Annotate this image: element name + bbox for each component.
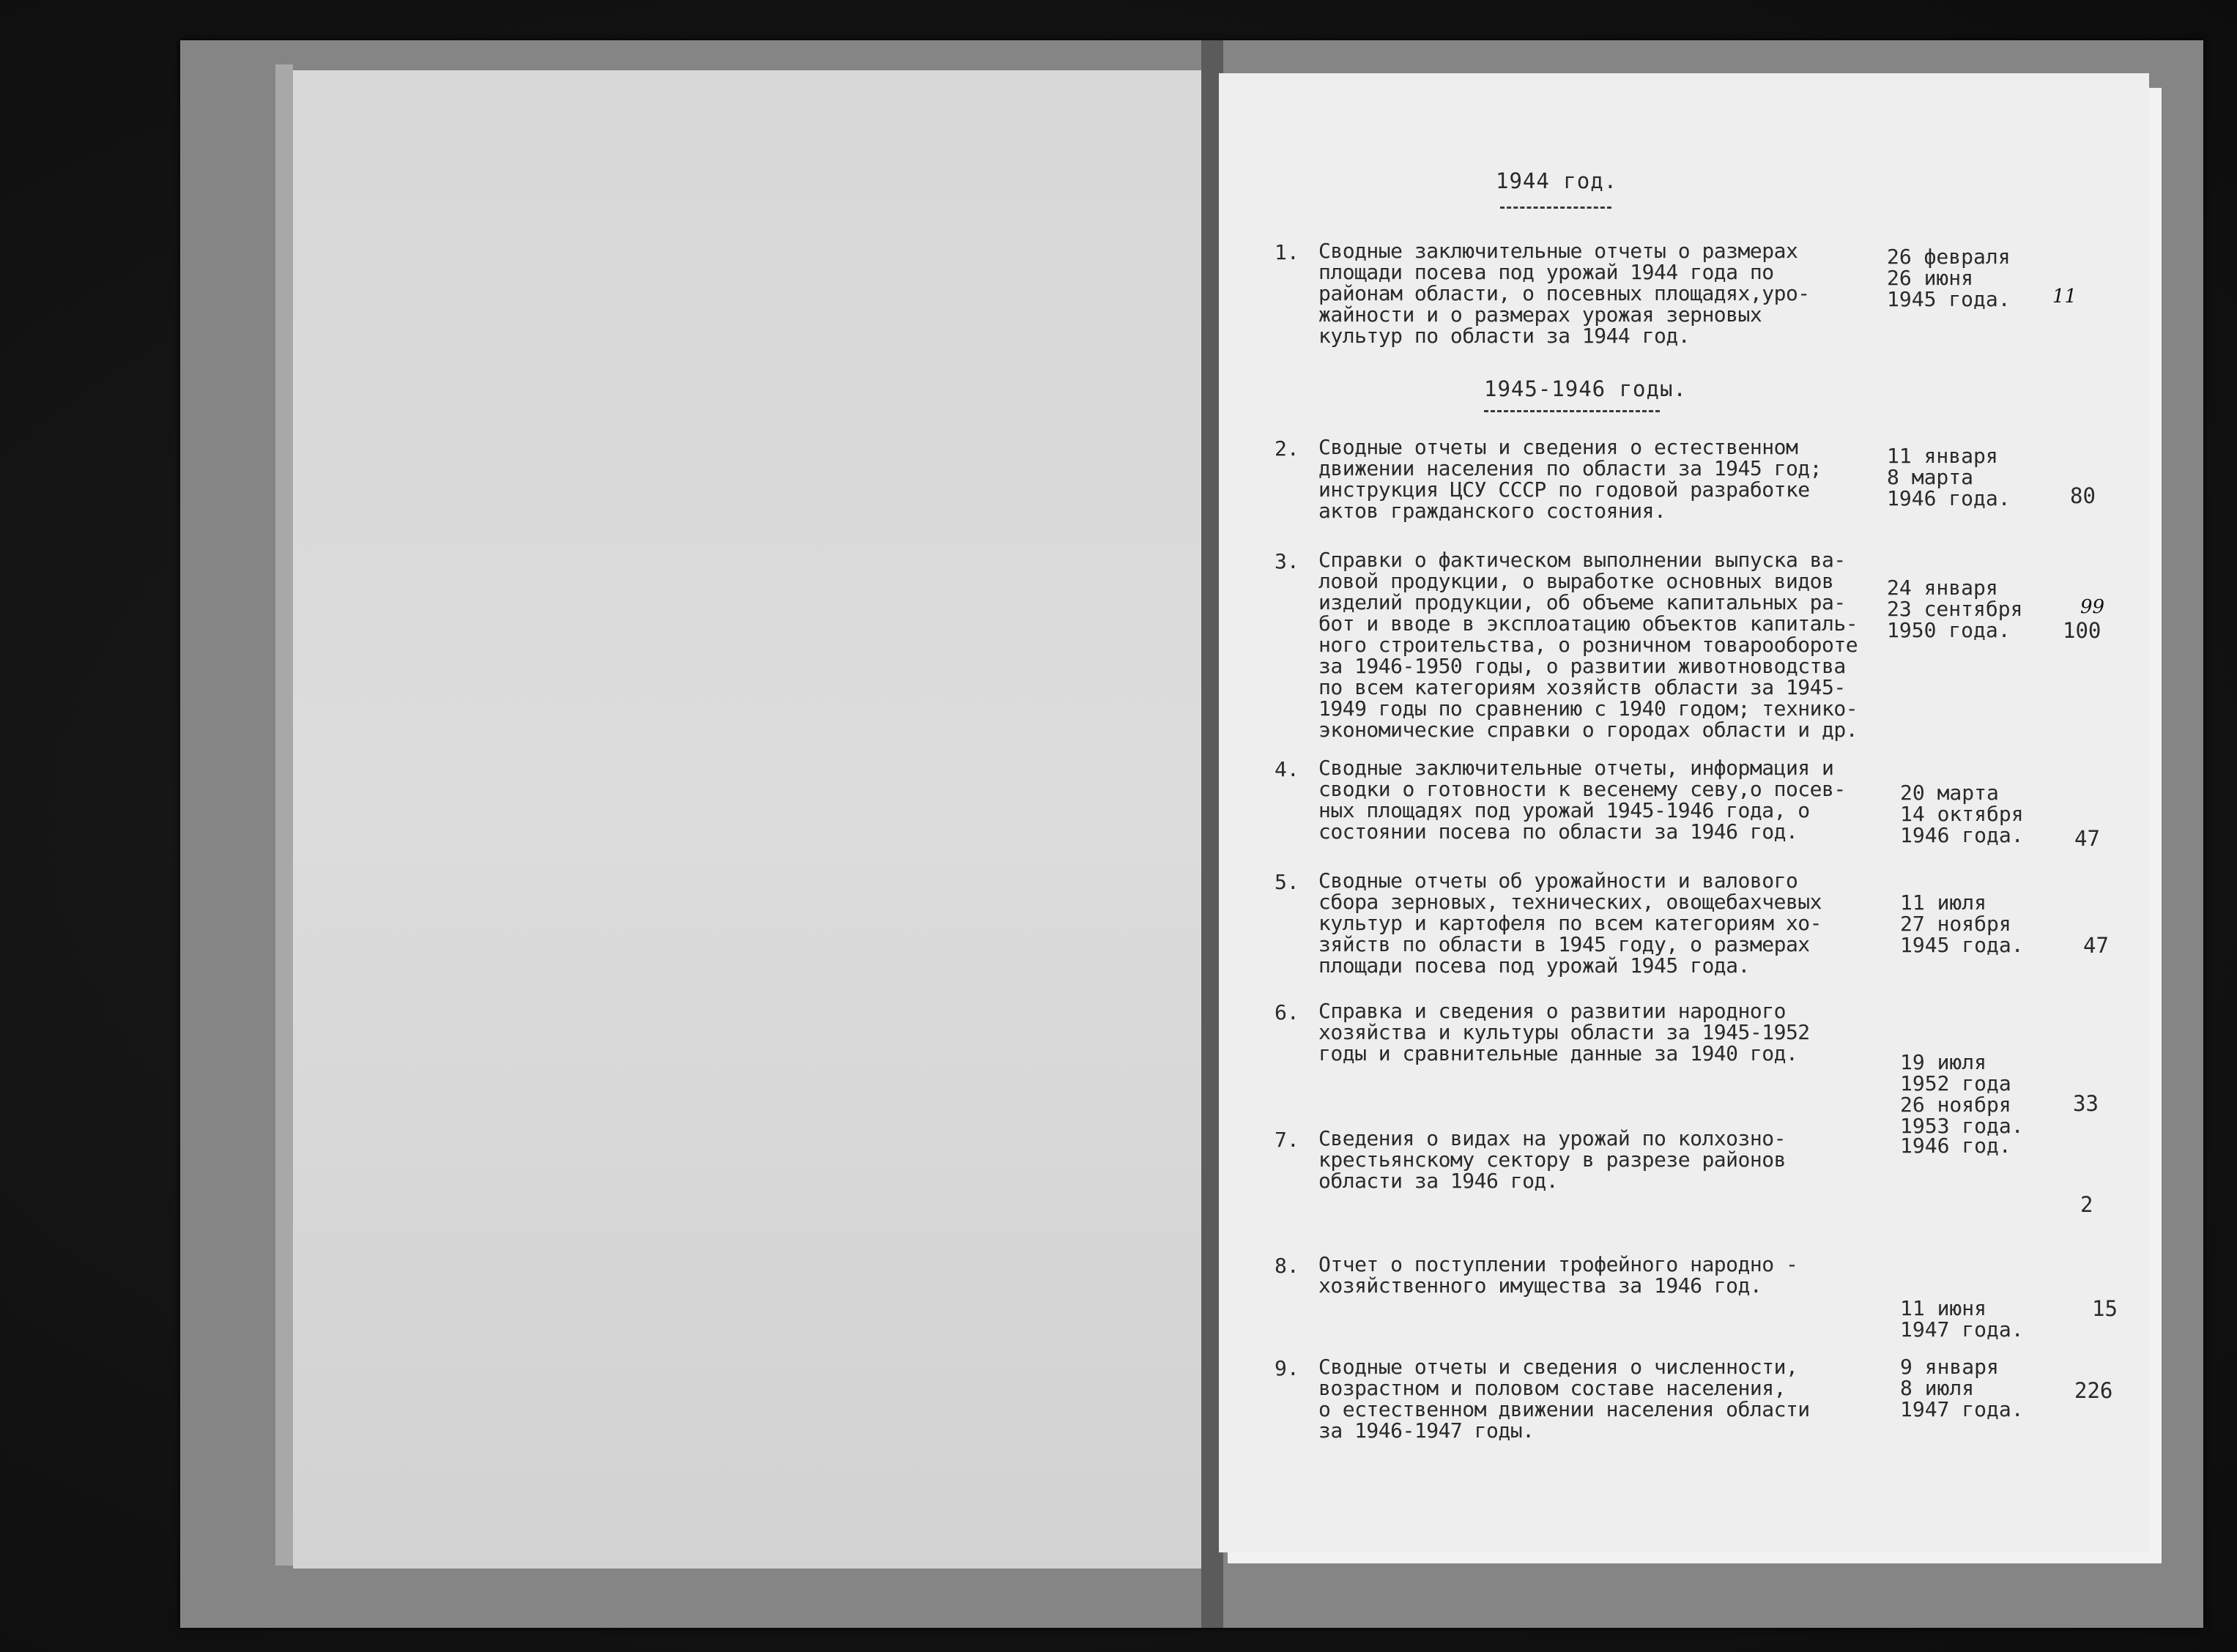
entry-sheet-count: 80: [2070, 483, 2096, 508]
entry-number: 5.: [1275, 870, 1299, 894]
entry-dates: 11 июля 27 ноября 1945 года.: [1900, 890, 2024, 957]
entry-sheet-count: 226: [2074, 1378, 2113, 1403]
entry-dates: 11 июня 1947 года.: [1900, 1296, 2024, 1342]
entry-dates: 19 июля 1952 года 26 ноября 1953 года.: [1900, 1050, 2024, 1138]
entry-sheet-count: 2: [2080, 1192, 2093, 1217]
inventory-page: [1219, 73, 2149, 1552]
heading-underline: [1484, 410, 1660, 412]
entry-sheet-count: 47: [2074, 826, 2100, 851]
entry-number: 7.: [1275, 1128, 1299, 1152]
entry-number: 4.: [1275, 757, 1299, 781]
entry-description: Сведения о видах на урожай по колхозно- крестьянскому сектору в разрезе районов области за 1946 год.: [1318, 1126, 1786, 1193]
entry-number: 6.: [1275, 1000, 1299, 1024]
entry-description: Сводные отчеты об урожайности и валового сбора зерновых, технических, овощебахчевых культур и картофеля по всем категориям хо- зяйств по области в 1945 году, о размерах площади посева под урожай 1945 года.: [1318, 868, 1822, 978]
entry-sheet-count: 100: [2063, 618, 2101, 643]
section-heading: 1945-1946 годы.: [1484, 376, 1687, 401]
entry-description: Сводные заключительные отчеты о размерах площади посева под урожай 1944 года по районам области, о посевных площадях,уро- жайности и о размерах урожая зерновых культур по области за 1944 год.: [1318, 239, 1810, 348]
entry-sheet-count: 11: [2052, 286, 2077, 308]
left-sheet-edge: [275, 64, 293, 1566]
entry-dates: 1946 год.: [1900, 1134, 2011, 1158]
entry-number: 9.: [1275, 1356, 1299, 1380]
entry-dates: 9 января 8 июля 1947 года.: [1900, 1355, 2024, 1421]
entry-description: Отчет о поступлении трофейного народно - хозяйственного имущества за 1946 год.: [1318, 1252, 1798, 1298]
heading-underline: [1500, 206, 1611, 209]
entry-description: Сводные заключительные отчеты, информация и сводки о готовности к весенему севу,о посев- ных площадях под урожай 1945-1946 года, о состоянии посева по области за 1946 год.: [1318, 756, 1846, 844]
entry-number: 2.: [1275, 436, 1299, 461]
entry-description: Сводные отчеты и сведения о численности, возрастном и половом составе населения, о естественном движении населения области за 1946-1947 годы.: [1318, 1355, 1810, 1443]
entry-dates: 24 января 23 сентября 1950 года.: [1887, 576, 2023, 642]
entry-number: 3.: [1275, 549, 1299, 573]
entry-number: 8.: [1275, 1254, 1299, 1278]
entry-dates: 26 февраля 26 июня 1945 года.: [1887, 245, 2011, 311]
handwritten-count-correction: 99: [2080, 596, 2105, 618]
blank-left-page: [293, 70, 1207, 1569]
entry-description: Сводные отчеты и сведения о естественном движении населения по области за 1945 год; инструкция ЦСУ СССР по годовой разработке актов гражданского состояния.: [1318, 435, 1822, 523]
section-heading: 1944 год.: [1496, 168, 1618, 193]
entry-sheet-count: 47: [2083, 933, 2109, 958]
entry-description: Справка и сведения о развитии народного хозяйства и культуры области за 1945-1952 годы и сравнительные данные за 1940 год.: [1318, 999, 1810, 1065]
entry-sheet-count: 15: [2092, 1296, 2118, 1321]
entry-number: 1.: [1275, 240, 1299, 264]
entry-sheet-count: 33: [2073, 1091, 2099, 1116]
entry-dates: 11 января 8 марта 1946 года.: [1887, 444, 2011, 510]
entry-dates: 20 марта 14 октября 1946 года.: [1900, 781, 2024, 847]
entry-description: Справки о фактическом выполнении выпуска ва- ловой продукции, о выработке основных видов изделий продукции, об объеме капитальных ра- бот и вводе в эксплоатацию объектов капиталь- ного строительства, о розничном товарообороте за 1946-1950 годы, о развитии животноводства по всем категориям хозяйств области за 1945- 1949 годы по сравнению с 1940 годом; технико- экономические справки о городах области и др.: [1318, 548, 1858, 742]
